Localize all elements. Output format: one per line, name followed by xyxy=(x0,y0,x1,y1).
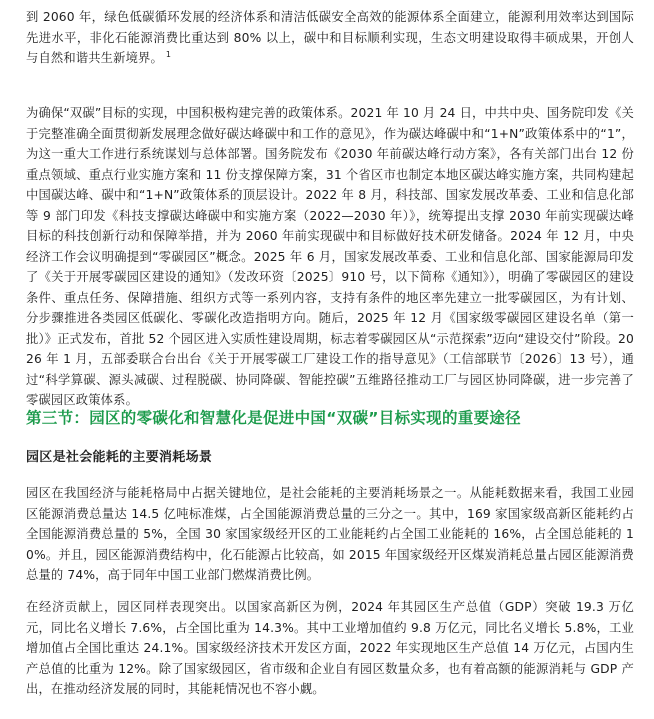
section-title: 第三节：园区的零碳化和智慧化是促进中国“双碳”目标实现的重要途径 xyxy=(26,409,521,427)
paragraph-economic-contribution: 在经济贡献上，园区同样表现突出。以国家高新区为例，2024 年其园区生产总值（GDP）突破 19.3 万亿元，同比名义增长 7.6%，占全国比重为 14.3%。其中工业增加值约 9.8 万亿元，同比名义增长 5.8%，工业增加值占全国比重达 24.1%。国家级经济技术开发区方面，2022 年实现地区生产总值 14 万亿元，占国内生产总值的比重为 12%。除了国家级园区，省市级和企业自有园区数量众多，也有着高额的能源消耗与 GDP 产出，在推动经济发展的同时，其能耗情况也不容小觑。 xyxy=(26,600,634,696)
paragraph-energy-consumption: 园区在我国经济与能耗格局中占据关键地位，是社会能耗的主要消耗场景之一。从能耗数据来看，我国工业园区能源消费总量达 14.5 亿吨标准煤，占全国能源消费总量的三分之一。其中，169 家国家级高新区能耗约占全国能源消费总量的 5%，全国 30 家国家级经开区的工业能耗约占全国工业能耗的 16%，占全国总能耗的 10%。并且，园区能源消费结构中，化石能源占比较高，如 2015 年国家级经开区煤炭消耗总量占园区能源消费总量的 74%，高于同年中国工业部门燃煤消费比例。 xyxy=(26,486,634,582)
sub-section-title: 园区是社会能耗的主要消耗场景 xyxy=(26,450,213,465)
paragraph-policy-system: 为确保“双碳”目标的实现，中国积极构建完善的政策体系。2021 年 10 月 24 日，中共中央、国务院印发《关于完整准确全面贯彻新发展理念做好碳达峰碳中和工作的意见》，作为碳达峰碳中和“1+N”政策体系中的“1”，为这一重大工作进行系统谋划与总体部署。国务院发布《2030 年前碳达峰行动方案》，各有关部门出台 12 份重点领域、重点行业实施方案和 11 份支撑保障方案，31 个省区市也制定本地区碳达峰实施方案，共同构建起中国碳达峰、碳中和“1+N”政策体系的顶层设计。2022 年 8 月，科技部、国家发展改革委、工业和信息化部等 9 部门印发《科技支撑碳达峰碳中和实施方案（2022—2030 年）》，统筹提出支撑 2030 年前实现碳达峰目标的科技创新行动和保障举措，并为 2060 年前实现碳中和目标做好技术研发储备。2024 年 12 月，中央经济工作会议明确提到“零碳园区”概念。2025 年 6 月，国家发展改革委、工业和信息化部、国家能源局印发了《关于开展零碳园区建设的通知》（发改环资〔2025〕910 号，以下简称《通知》），明确了零碳园区的建设条件、重点任务、保障措施、组织方式等一系列内容，支持有条件的地区率先建立一批零碳园区，为有计划、分步骤推进各类园区低碳化、零碳化改造指明方向。随后，2025 年 12 月《国家级零碳园区建设名单（第一批）》正式发布，首批 52 个园区进入实质性建设周期，标志着零碳园区从“示范探索”迈向“建设交付”阶段。2026 年 1 月，五部委联合台出台《关于开展零碳工厂建设工作的指导意见》（工信部联节〔2026〕13 号），通过“科学算碳、源头减碳、过程脱碳、协同降碳、智能控碳”五维路径推动工厂与园区协同降碳，进一步完善了零碳园区政策体系。 xyxy=(26,106,634,407)
paragraph-2060-goals xyxy=(26,7,634,69)
footnote-marker[interactable]: 1 xyxy=(165,49,172,59)
paragraph-text: 到 2060 年，绿色低碳循环发展的经济体系和清洁低碳安全高效的能源体系全面建立，能源利用效率达到国际先进水平，非化石能源消费比重达到 80% 以上，碳中和目标顺利实现，生态文明建设取得丰硕成果，开创人与自然和谐共生新境界。 xyxy=(26,10,634,65)
